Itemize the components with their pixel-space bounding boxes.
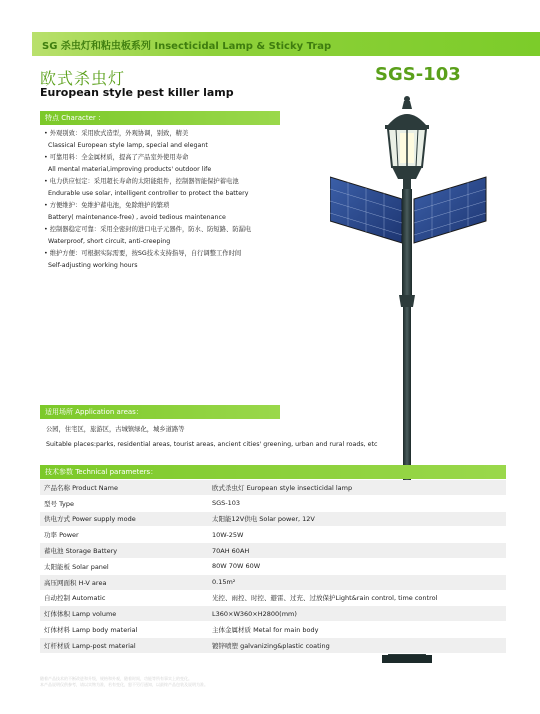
feature-item — [44, 128, 344, 151]
series-banner — [32, 32, 540, 56]
feature-en: Endurable use solar, intelligent controller to protect the battery — [48, 189, 249, 197]
pole-foot — [382, 655, 432, 663]
spec-value: SGS-103 — [208, 495, 506, 511]
footer-line: 本产品说明仅供参考，请以实物为准，若有变化，恕不另行通知，以最终产品包装及说明为准。 — [40, 682, 208, 687]
spec-label: 灯体材料 Lamp body material — [40, 622, 208, 638]
spec-value: 主体金属材质 Metal for main body — [208, 622, 506, 638]
spec-value: 镀锌喷塑 galvanizing&plastic coating — [208, 637, 506, 653]
table-row — [40, 622, 506, 638]
application-heading-bar — [40, 405, 280, 419]
product-title-en: European style pest killer lamp — [40, 86, 234, 99]
table-row — [40, 543, 506, 559]
table-row — [40, 495, 506, 511]
application-cn: 公园，住宅区，旅游区，古城镇绿化，城乡道路等 — [46, 426, 185, 433]
table-row — [40, 590, 506, 606]
upper-pole — [402, 189, 412, 299]
spec-label: 灯杆材质 Lamp-post material — [40, 637, 208, 653]
spec-label: 灯体体积 Lamp volume — [40, 606, 208, 622]
spec-label: 型号 Type — [40, 495, 208, 511]
spec-value: 欧式杀虫灯 European style insecticidal lamp — [208, 480, 506, 495]
application-heading: 适用场所 Application areas： — [45, 408, 143, 416]
spec-value: 太阳能12V供电 Solar power, 12V — [208, 511, 506, 527]
spec-table — [40, 480, 506, 654]
footer-line: 随着产品技术的不断改进和升级，规格和外观，随着时间，功能等所有事实上的变化。 — [40, 676, 192, 681]
feature-list — [44, 128, 344, 272]
character-heading: 特点 Character ： — [45, 114, 106, 122]
table-row — [40, 637, 506, 653]
feature-en: Waterproof, short circuit, anti-creeping — [48, 237, 171, 245]
feature-cn: • 电力供应恒定：采用超长寿命的太阳能组件，控制器智能保护蓄电池 — [44, 178, 239, 185]
feature-cn: • 方便维护：免维护蓄电池，免除维护的繁琐 — [44, 202, 170, 209]
feature-en: Self-adjusting working hours — [48, 261, 138, 269]
product-model: SGS-103 — [375, 64, 461, 85]
lamp-head-icon — [385, 96, 429, 189]
feature-en: All mental material,improving products' outdoor life — [48, 165, 212, 173]
spec-label: 功率 Power — [40, 527, 208, 543]
spec-label: 供电方式 Power supply mode — [40, 511, 208, 527]
spec-label: 蓄电池 Storage Battery — [40, 543, 208, 559]
spec-label: 产品名称 Product Name — [40, 480, 208, 495]
feature-item — [44, 176, 344, 199]
application-en: Suitable places:parks, residential areas, tourist areas, ancient cities' greening, urban and rural roads, etc — [46, 441, 378, 448]
spec-label: 高压网面积 H-V area — [40, 574, 208, 590]
series-banner-text: SG 杀虫灯和粘虫板系列 Insecticidal Lamp & Sticky Trap — [42, 40, 332, 52]
table-row — [40, 574, 506, 590]
feature-item — [44, 224, 344, 247]
pole-joint — [399, 295, 415, 307]
product-title-cn: 欧式杀虫灯 — [40, 69, 126, 88]
feature-cn: • 维护方便：可根据实际需要，按SG技术支持指导，自行调整工作时间 — [44, 250, 242, 257]
table-row — [40, 606, 506, 622]
feature-en: Classical European style lamp, special and elegant — [48, 141, 208, 149]
spec-value: 光控、雨控、时控、避雷、过充、过放保护Light&rain control, time control — [208, 590, 506, 606]
spec-value: L360×W360×H2800(mm) — [208, 606, 506, 622]
feature-cn: • 控制器稳定可靠：采用全密封的进口电子元器件，防水、防短路、防漏电 — [44, 226, 252, 233]
table-row — [40, 558, 506, 574]
feature-item — [44, 200, 344, 223]
spec-value: 70AH 60AH — [208, 543, 506, 559]
character-heading-bar — [40, 111, 280, 125]
table-row — [40, 511, 506, 527]
technical-heading: 技术参数 Technical parameters： — [45, 468, 158, 476]
feature-cn: • 外观别致：采用欧式造型，外观协调，别致，精美 — [44, 130, 189, 137]
spec-value: 10W-25W — [208, 527, 506, 543]
technical-heading-bar — [40, 465, 506, 479]
feature-item — [44, 152, 344, 175]
spec-value: 0.15m² — [208, 574, 506, 590]
table-row — [40, 480, 506, 495]
feature-cn: • 可靠用料：全金属材质，提高了产品室外使用寿命 — [44, 154, 189, 161]
feature-item — [44, 248, 344, 271]
table-row — [40, 527, 506, 543]
spec-value: 80W 70W 60W — [208, 558, 506, 574]
spec-label: 太阳能板 Solar panel — [40, 558, 208, 574]
footer-note — [40, 676, 208, 688]
spec-label: 自动控制 Automatic — [40, 590, 208, 606]
feature-en: Battery( maintenance-free) , avoid tedious maintenance — [48, 213, 226, 221]
